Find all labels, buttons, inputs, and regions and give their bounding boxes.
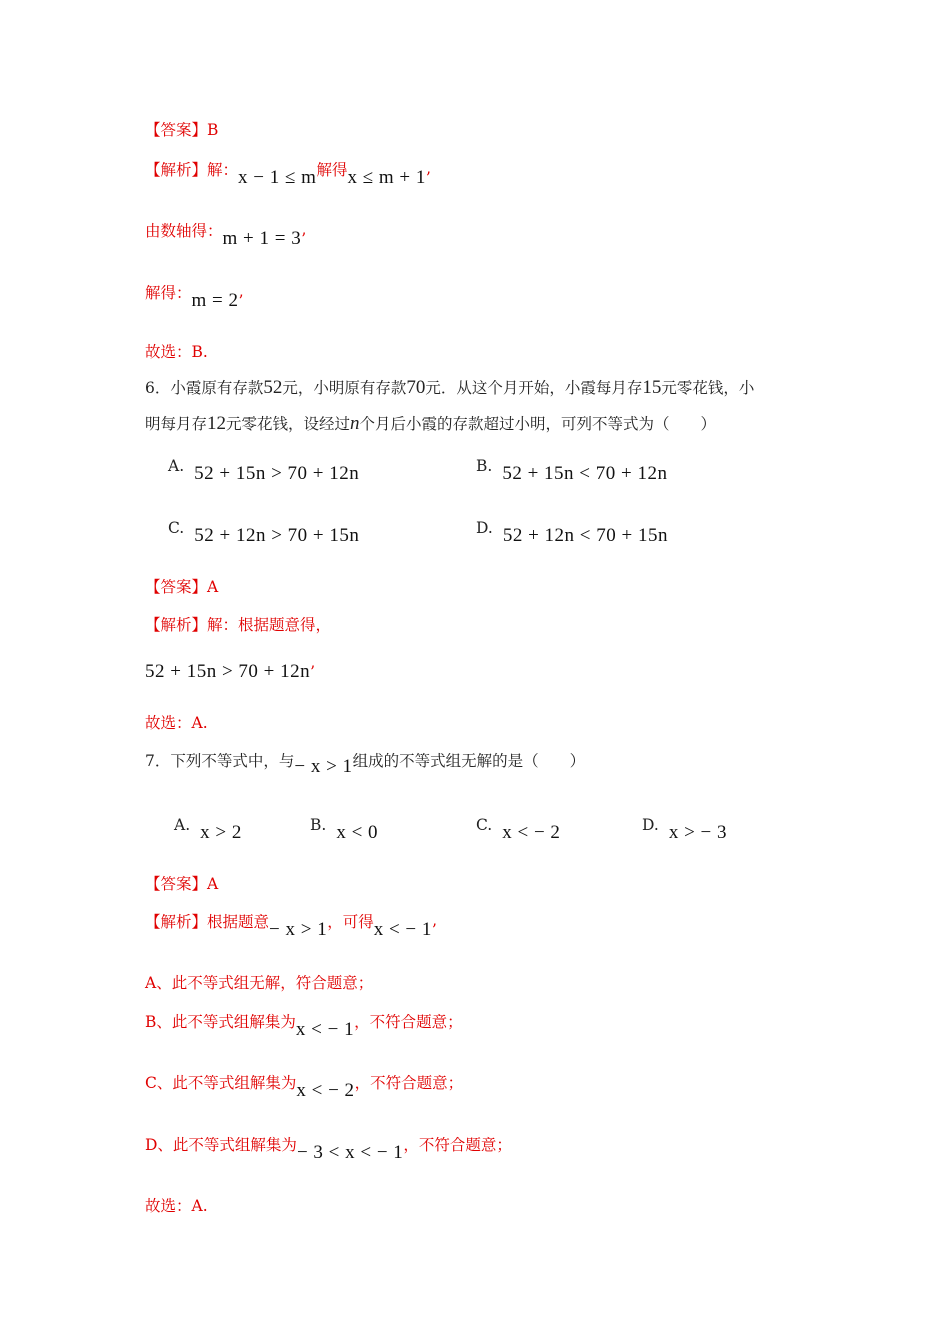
q7-item-text: C、此不等式组解集为: [145, 1074, 297, 1092]
q7-analysis-expr2: x < − 1: [373, 919, 432, 940]
option-label: C.: [168, 519, 185, 537]
option-label: C.: [476, 816, 493, 834]
q7-stem-text: 7．下列不等式中，与: [145, 752, 295, 770]
q5-expr1: x − 1 ≤ m: [238, 167, 317, 188]
option-label: D.: [642, 816, 659, 834]
q7-option-a[interactable]: [174, 816, 242, 843]
q7-analysis-expr1: − x > 1: [269, 919, 328, 940]
option-label: A.: [168, 457, 185, 475]
option-expr: x > − 3: [668, 822, 727, 843]
q6-option-b[interactable]: [476, 457, 668, 484]
q7-analysis-text: ，可得: [327, 913, 374, 931]
q7-item-expr: x < − 2: [296, 1080, 355, 1101]
q6-comma: ’: [310, 663, 316, 681]
q5-analysis-line: [145, 160, 431, 188]
q7-comma: ’: [431, 921, 437, 939]
option-label: B.: [310, 816, 327, 834]
q7-answer: 【答案】A: [145, 875, 219, 893]
q6-num: 70: [406, 377, 426, 398]
option-label: B.: [476, 457, 493, 475]
q7-option-d[interactable]: [642, 816, 727, 843]
q7-item-text: D、此不等式组解集为: [145, 1136, 297, 1154]
q7-item-expr: x < − 1: [295, 1019, 355, 1040]
q6-num: 15: [642, 377, 662, 398]
option-expr: x > 2: [200, 822, 242, 843]
q7-item-d: [145, 1135, 512, 1163]
q6-analysis-expr-line: [145, 662, 315, 682]
q6-stem-line2: [145, 414, 716, 434]
q6-stem-text: 明每月存: [145, 415, 208, 433]
q5-expr2: x ≤ m + 1: [347, 167, 426, 188]
q5-line2: [145, 221, 307, 249]
option-label: D.: [476, 519, 493, 537]
q5-line3-expr: m = 2: [191, 290, 239, 311]
q6-stem-text: 元零花钱，设经过: [226, 415, 351, 433]
q7-item-expr: − 3 < x < − 1: [296, 1142, 404, 1163]
q5-comma: ’: [425, 169, 431, 187]
q5-mid1: 解得: [316, 161, 348, 179]
q7-stem: [145, 751, 586, 777]
q5-line3: [145, 283, 244, 311]
q7-stem-expr: − x > 1: [294, 756, 353, 777]
q6-stem-line1: [145, 378, 754, 398]
option-expr: 52 + 15n > 70 + 12n: [194, 463, 360, 484]
q7-item-a: A、此不等式组无解，符合题意；: [145, 974, 374, 992]
q7-stem-text: 组成的不等式组无解的是（ ）: [352, 752, 586, 770]
q5-line2-expr: m + 1 = 3: [222, 228, 302, 249]
q6-num: 52: [263, 377, 283, 398]
q5-line2-comma: ’: [301, 230, 307, 248]
q7-item-b: [145, 1012, 463, 1040]
option-expr: x < − 2: [502, 822, 561, 843]
q7-item-c: [145, 1073, 464, 1101]
q5-line3-comma: ’: [238, 292, 244, 310]
q7-item-tail: ，不符合题意；: [354, 1074, 464, 1092]
q7-item-tail: ，不符合题意；: [403, 1136, 512, 1154]
q7-conclusion: 故选：A.: [145, 1197, 208, 1215]
q5-line3-label: 解得：: [145, 284, 192, 302]
q6-option-d[interactable]: [476, 519, 668, 546]
q6-stem-text: 个月后小霞的存款超过小明，可列不等式为（ ）: [359, 415, 717, 433]
q6-stem-text: 元．从这个月开始，小霞每月存: [425, 379, 643, 397]
q7-analysis-line: [145, 912, 437, 940]
q6-option-c[interactable]: [168, 519, 360, 546]
option-expr: 52 + 12n > 70 + 15n: [194, 525, 360, 546]
q6-analysis: 【解析】解：根据题意得，: [145, 616, 332, 634]
option-label: A.: [174, 816, 191, 834]
q6-stem-text: 6．小霞原有存款: [145, 379, 264, 397]
q6-stem-text: 元，小明原有存款: [282, 379, 407, 397]
q5-analysis-prefix: 【解析】解：: [145, 161, 239, 179]
option-expr: x < 0: [336, 822, 379, 843]
q5-answer: 【答案】B: [145, 121, 219, 139]
option-expr: 52 + 15n < 70 + 12n: [502, 463, 668, 484]
q7-item-text: B、此不等式组解集为: [145, 1013, 296, 1031]
q5-line2-label: 由数轴得：: [145, 222, 223, 240]
q7-option-c[interactable]: [476, 816, 561, 843]
q6-stem-text: 元零花钱，小: [661, 379, 755, 397]
option-expr: 52 + 12n < 70 + 15n: [502, 525, 668, 546]
q6-option-a[interactable]: [168, 457, 360, 484]
q6-num: 12: [207, 413, 227, 434]
q6-answer: 【答案】A: [145, 578, 219, 596]
q7-option-b[interactable]: [310, 816, 379, 843]
q7-analysis-text: 【解析】根据题意: [145, 913, 270, 931]
q6-analysis-expr: 52 + 15n > 70 + 12n: [145, 661, 311, 682]
q7-item-tail: ，不符合题意；: [354, 1013, 463, 1031]
q6-conclusion: 故选：A.: [145, 714, 208, 732]
q6-var: n: [350, 413, 360, 434]
q5-conclusion: 故选：B.: [145, 343, 208, 361]
